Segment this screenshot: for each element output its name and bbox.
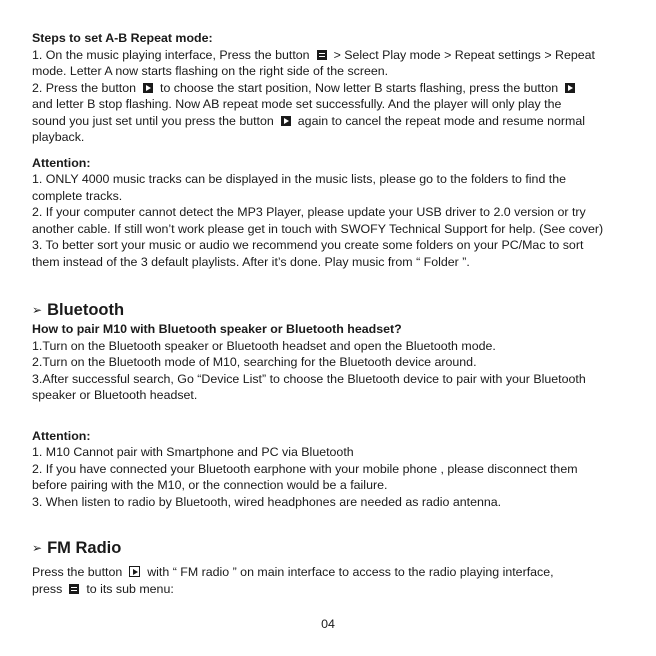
ab-step2-text-a: 2. Press the button [32, 80, 137, 95]
attention1-line4: another cable. If still won’t work please get in touch with SWOFY Technical Support for help. (See cover) [32, 221, 604, 236]
fm-title: FM Radio [47, 539, 122, 557]
next-button-icon [143, 83, 153, 93]
attention-heading: Attention: [32, 428, 91, 443]
arrow-bullet-icon: ➢ [32, 541, 43, 555]
next-button-icon [281, 116, 291, 126]
fm-text-c: press [32, 581, 63, 596]
fm-line1 [32, 564, 632, 581]
next-button-icon [565, 83, 575, 93]
ab-step1-text-a: 1. On the music playing interface, Press the button [32, 47, 310, 62]
ab-step1-line1 [32, 47, 632, 64]
attention2-line3: before pairing with the M10, or the connection would be a failure. [32, 478, 388, 492]
ab-step2-text-e: again to cancel the repeat mode and resume normal [297, 113, 586, 128]
ab-step2-line2: and letter B stop flashing. Now AB repeat mode set successfully. And the player will only play the [32, 97, 562, 111]
fm-text-b: with “ FM radio ” on main interface to access to the radio playing interface, [147, 565, 554, 579]
menu-button-icon [317, 50, 327, 60]
ab-step2-line3 [32, 113, 632, 130]
bluetooth-line2: 2.Turn on the Bluetooth mode of M10, searching for the Bluetooth device around. [32, 355, 477, 369]
ab-step1-line2: mode. Letter A now starts flashing on the right side of the screen. [32, 64, 389, 78]
ab-step2-line4: playback. [32, 130, 85, 144]
ab-step1-text-b: > Select Play mode > Repeat settings > Repeat [333, 47, 595, 62]
attention1-line5: 3. To better sort your music or audio we recommend you create some folders on your PC/Mac to sort [32, 238, 584, 252]
attention2-line2: 2. If you have connected your Bluetooth earphone with your mobile phone , please disconnect them [32, 461, 578, 476]
attention2-line4: 3. When listen to radio by Bluetooth, wired headphones are needed as radio antenna. [32, 494, 502, 509]
ab-repeat-heading: Steps to set A-B Repeat mode: [32, 31, 213, 45]
play-button-icon [129, 566, 140, 577]
fm-line2 [32, 581, 632, 598]
bluetooth-title: Bluetooth [47, 301, 125, 319]
menu-button-icon [69, 584, 79, 594]
page-number: 04 [321, 617, 335, 631]
fm-text-d: to its sub menu: [86, 581, 174, 596]
bluetooth-line1: 1.Turn on the Bluetooth speaker or Bluetooth headset and open the Bluetooth mode. [32, 338, 496, 353]
attention1-line3: 2. If your computer cannot detect the MP3 Player, please update your USB driver to 2.0 version or try [32, 205, 586, 219]
attention-heading: Attention: [32, 155, 91, 170]
attention1-line1: 1. ONLY 4000 music tracks can be displayed in the music lists, please go to the folders to find the [32, 172, 567, 186]
arrow-bullet-icon: ➢ [32, 303, 43, 317]
fm-text-a: Press the button [32, 565, 123, 579]
attention2-line1: 1. M10 Cannot pair with Smartphone and PC via Bluetooth [32, 445, 354, 459]
fm-chapter-title [32, 538, 632, 559]
ab-step2-text-d: sound you just set until you press the button [32, 113, 274, 128]
bluetooth-chapter-title [32, 300, 632, 321]
ab-step2-line1 [32, 80, 632, 97]
attention1-line2: complete tracks. [32, 188, 123, 203]
bluetooth-line3: 3.After successful search, Go “Device List” to choose the Bluetooth device to pair with your Bluetooth [32, 371, 586, 386]
manual-page [32, 30, 632, 597]
bluetooth-line4: speaker or Bluetooth headset. [32, 388, 198, 402]
bluetooth-pair-heading: How to pair M10 with Bluetooth speaker or Bluetooth headset? [32, 322, 402, 336]
attention1-line6: them instead of the 3 default playlists. After it’s done. Play music from “ Folder ”. [32, 254, 470, 269]
ab-step2-text-b: to choose the start position, Now letter B starts flashing, press the button [160, 80, 559, 95]
